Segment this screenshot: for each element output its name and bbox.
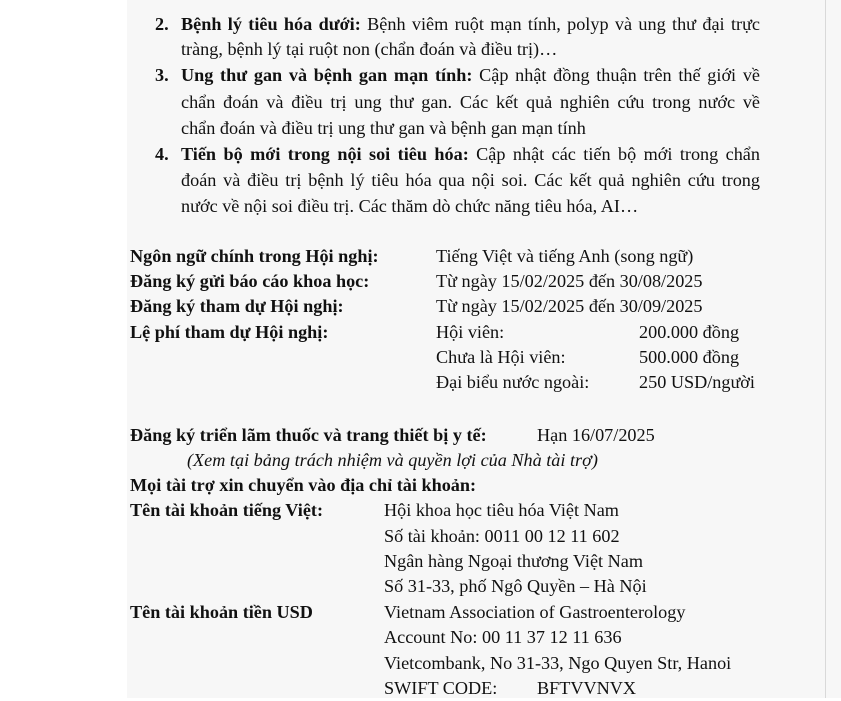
list-number: 3. [155, 65, 169, 85]
list-heading: Ung thư gan và bệnh gan mạn tính: [181, 65, 473, 85]
list-item-line [181, 12, 760, 37]
list-item-line: chẩn đoán và điều trị ung thư gan và bệnh gan mạn tính [181, 118, 586, 138]
exhibition-deadline: Hạn 16/07/2025 [537, 425, 655, 445]
account-name: Hội khoa học tiêu hóa Việt Nam [384, 500, 619, 520]
fee-type: Đại biểu nước ngoài: [436, 372, 590, 392]
bank-name: Ngân hàng Ngoại thương Việt Nam [384, 551, 643, 571]
list-number: 2. [155, 14, 169, 34]
list-text: Bệnh viêm ruột mạn tính, polyp và ung thư đại trực [360, 14, 760, 34]
list-item-line [181, 142, 760, 167]
fee-amount: 250 USD/người [639, 372, 755, 392]
swift-code: BFTVVNVX [537, 678, 637, 698]
account-number: Account No: 00 11 37 12 11 636 [384, 627, 622, 647]
transfer-heading: Mọi tài trợ xin chuyển vào địa chỉ tài khoản: [130, 475, 477, 495]
attendance-registration-value: Từ ngày 15/02/2025 đến 30/09/2025 [436, 296, 703, 316]
fee-label: Lệ phí tham dự Hội nghị: [130, 322, 329, 342]
language-value: Tiếng Việt và tiếng Anh (song ngữ) [436, 246, 694, 266]
exhibition-label: Đăng ký triển lãm thuốc và trang thiết bị y tế: [130, 425, 487, 445]
report-registration-label: Đăng ký gửi báo cáo khoa học: [130, 271, 370, 291]
list-item-line [181, 63, 760, 88]
fee-type: Chưa là Hội viên: [436, 347, 566, 367]
usd-account-label: Tên tài khoản tiền USD [130, 602, 313, 622]
bank-address: Số 31-33, phố Ngô Quyền – Hà Nội [384, 576, 647, 596]
language-label: Ngôn ngữ chính trong Hội nghị: [130, 246, 379, 266]
fee-amount: 200.000 đồng [639, 322, 740, 342]
account-name: Vietnam Association of Gastroenterology [384, 602, 686, 622]
swift-label: SWIFT CODE: [384, 678, 498, 698]
sponsor-note: (Xem tại bảng trách nhiệm và quyền lợi của Nhà tài trợ) [187, 450, 598, 470]
list-item-line: đoán và điều trị bệnh lý tiêu hóa qua nội soi. Các kết quả nghiên cứu trong [181, 170, 760, 190]
attendance-registration-label: Đăng ký tham dự Hội nghị: [130, 296, 344, 316]
list-heading: Tiến bộ mới trong nội soi tiêu hóa: [181, 144, 469, 164]
list-item-line: chẩn đoán và điều trị ung thư gan. Các kết quả nghiên cứu trong nước về [181, 92, 760, 112]
fee-type: Hội viên: [436, 322, 505, 342]
list-item-line: nước về nội soi điều trị. Các thăm dò chức năng tiêu hóa, AI… [181, 196, 639, 216]
list-text: Cập nhật đồng thuận trên thế giới về [472, 65, 760, 85]
list-number: 4. [155, 144, 169, 164]
bank-address: Vietcombank, No 31-33, Ngo Quyen Str, Hanoi [384, 653, 732, 673]
vnd-account-label: Tên tài khoản tiếng Việt: [130, 500, 324, 520]
list-heading: Bệnh lý tiêu hóa dưới: [181, 14, 361, 34]
fee-amount: 500.000 đồng [639, 347, 740, 367]
account-number: Số tài khoản: 0011 00 12 11 602 [384, 526, 620, 546]
list-text: Cập nhật các tiến bộ mới trong chẩn [468, 144, 760, 164]
list-item-line: tràng, bệnh lý tại ruột non (chẩn đoán và điều trị)… [181, 39, 558, 59]
report-registration-value: Từ ngày 15/02/2025 đến 30/08/2025 [436, 271, 703, 291]
